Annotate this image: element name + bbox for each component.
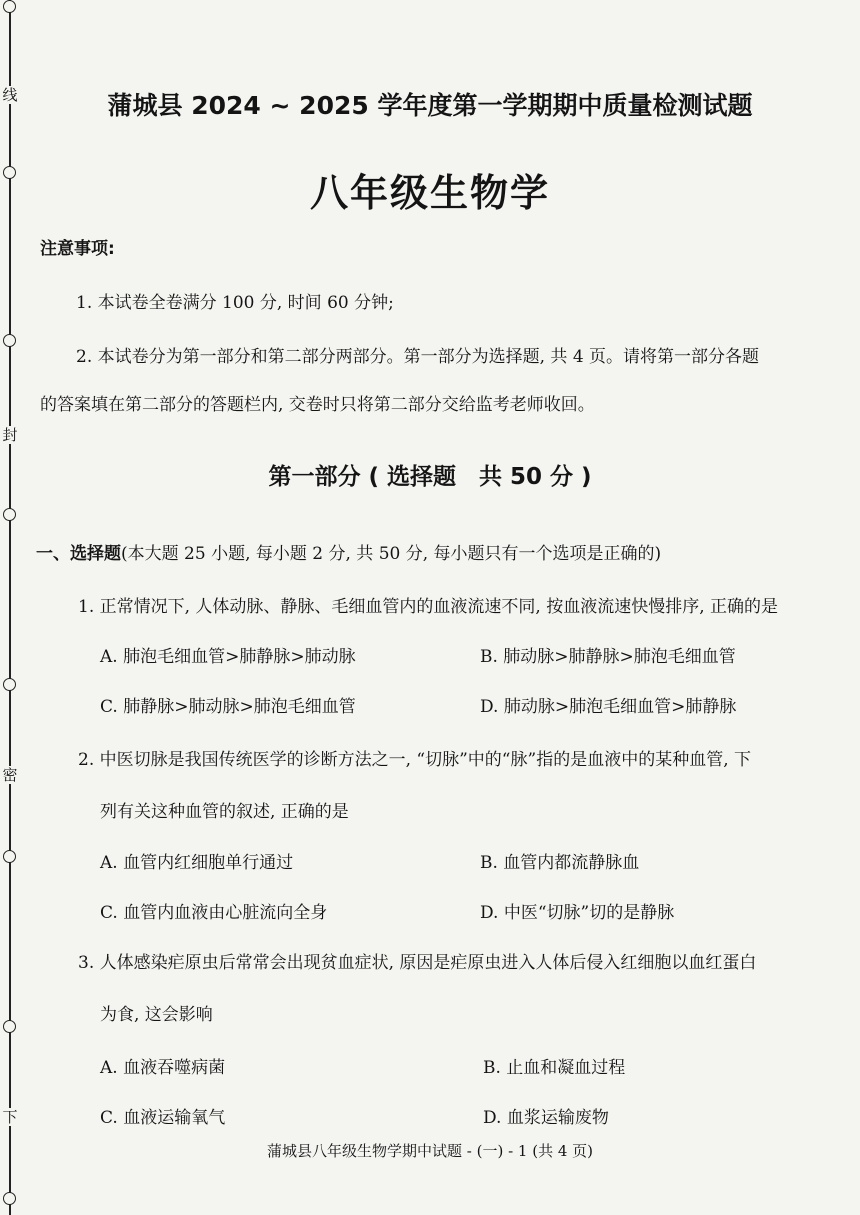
question-1-option-b: B. 肺动脉>肺静脉>肺泡毛细血管	[480, 647, 736, 667]
binding-label-xia: 下	[2, 1108, 18, 1126]
question-2-stem-line-1: 2. 中医切脉是我国传统医学的诊断方法之一, “切脉”中的“脉”指的是血液中的某种血管, 下	[78, 750, 752, 770]
binding-hole-mark	[3, 1020, 16, 1033]
question-1-option-d: D. 肺动脉>肺泡毛细血管>肺静脉	[480, 697, 737, 717]
binding-hole-mark	[3, 1192, 16, 1205]
binding-label-mi: 密	[2, 766, 18, 784]
notice-item-2-line-2: 的答案填在第二部分的答题栏内, 交卷时只将第二部分交给监考老师收回。	[40, 395, 595, 415]
subject-title: 八年级生物学	[309, 171, 550, 215]
question-2-option-d: D. 中医“切脉”切的是静脉	[480, 903, 675, 923]
question-3-option-c: C. 血液运输氧气	[100, 1108, 226, 1128]
binding-hole-mark	[3, 0, 16, 13]
section-label: 一、选择题	[36, 544, 121, 564]
notice-heading: 注意事项:	[40, 239, 115, 259]
page-footer: 蒲城县八年级生物学期中试题 - (一) - 1 (共 4 页)	[266, 1142, 593, 1160]
binding-hole-mark	[3, 334, 16, 347]
question-1-option-a: A. 肺泡毛细血管>肺静脉>肺动脉	[100, 647, 356, 667]
notice-item-1: 1. 本试卷全卷满分 100 分, 时间 60 分钟;	[76, 293, 394, 313]
question-3-option-a: A. 血液吞噬病菌	[100, 1058, 226, 1078]
binding-hole-mark	[3, 678, 16, 691]
binding-label-xian: 线	[2, 86, 18, 104]
exam-title: 蒲城县 2024 ~ 2025 学年度第一学期期中质量检测试题	[107, 91, 753, 120]
binding-label-feng: 封	[2, 426, 18, 444]
question-2-option-b: B. 血管内都流静脉血	[480, 853, 640, 873]
section-note: (本大题 25 小题, 每小题 2 分, 共 50 分, 每小题只有一个选项是正确的)	[121, 544, 662, 564]
question-1-stem: 1. 正常情况下, 人体动脉、静脉、毛细血管内的血液流速不同, 按血液流速快慢排序, 正确的是	[78, 597, 779, 617]
question-1-option-c: C. 肺静脉>肺动脉>肺泡毛细血管	[100, 697, 356, 717]
binding-hole-mark	[3, 850, 16, 863]
question-3-option-d: D. 血浆运输废物	[483, 1108, 609, 1128]
question-2-option-a: A. 血管内红细胞单行通过	[100, 853, 294, 873]
question-3-stem-line-2: 为食, 这会影响	[100, 1005, 213, 1025]
notice-item-2-line-1: 2. 本试卷分为第一部分和第二部分两部分。第一部分为选择题, 共 4 页。请将第一部分各题	[76, 347, 760, 367]
binding-hole-mark	[3, 508, 16, 521]
question-3-stem-line-1: 3. 人体感染疟原虫后常常会出现贫血症状, 原因是疟原虫进入人体后侵入红细胞以血红蛋白	[78, 953, 757, 973]
question-3-option-b: B. 止血和凝血过程	[483, 1058, 626, 1078]
section-heading	[36, 539, 661, 564]
question-2-option-c: C. 血管内血液由心脏流向全身	[100, 903, 328, 923]
part-one-title: 第一部分 ( 选择题 共 50 分 )	[268, 464, 592, 490]
question-2-stem-line-2: 列有关这种血管的叙述, 正确的是	[100, 802, 349, 822]
